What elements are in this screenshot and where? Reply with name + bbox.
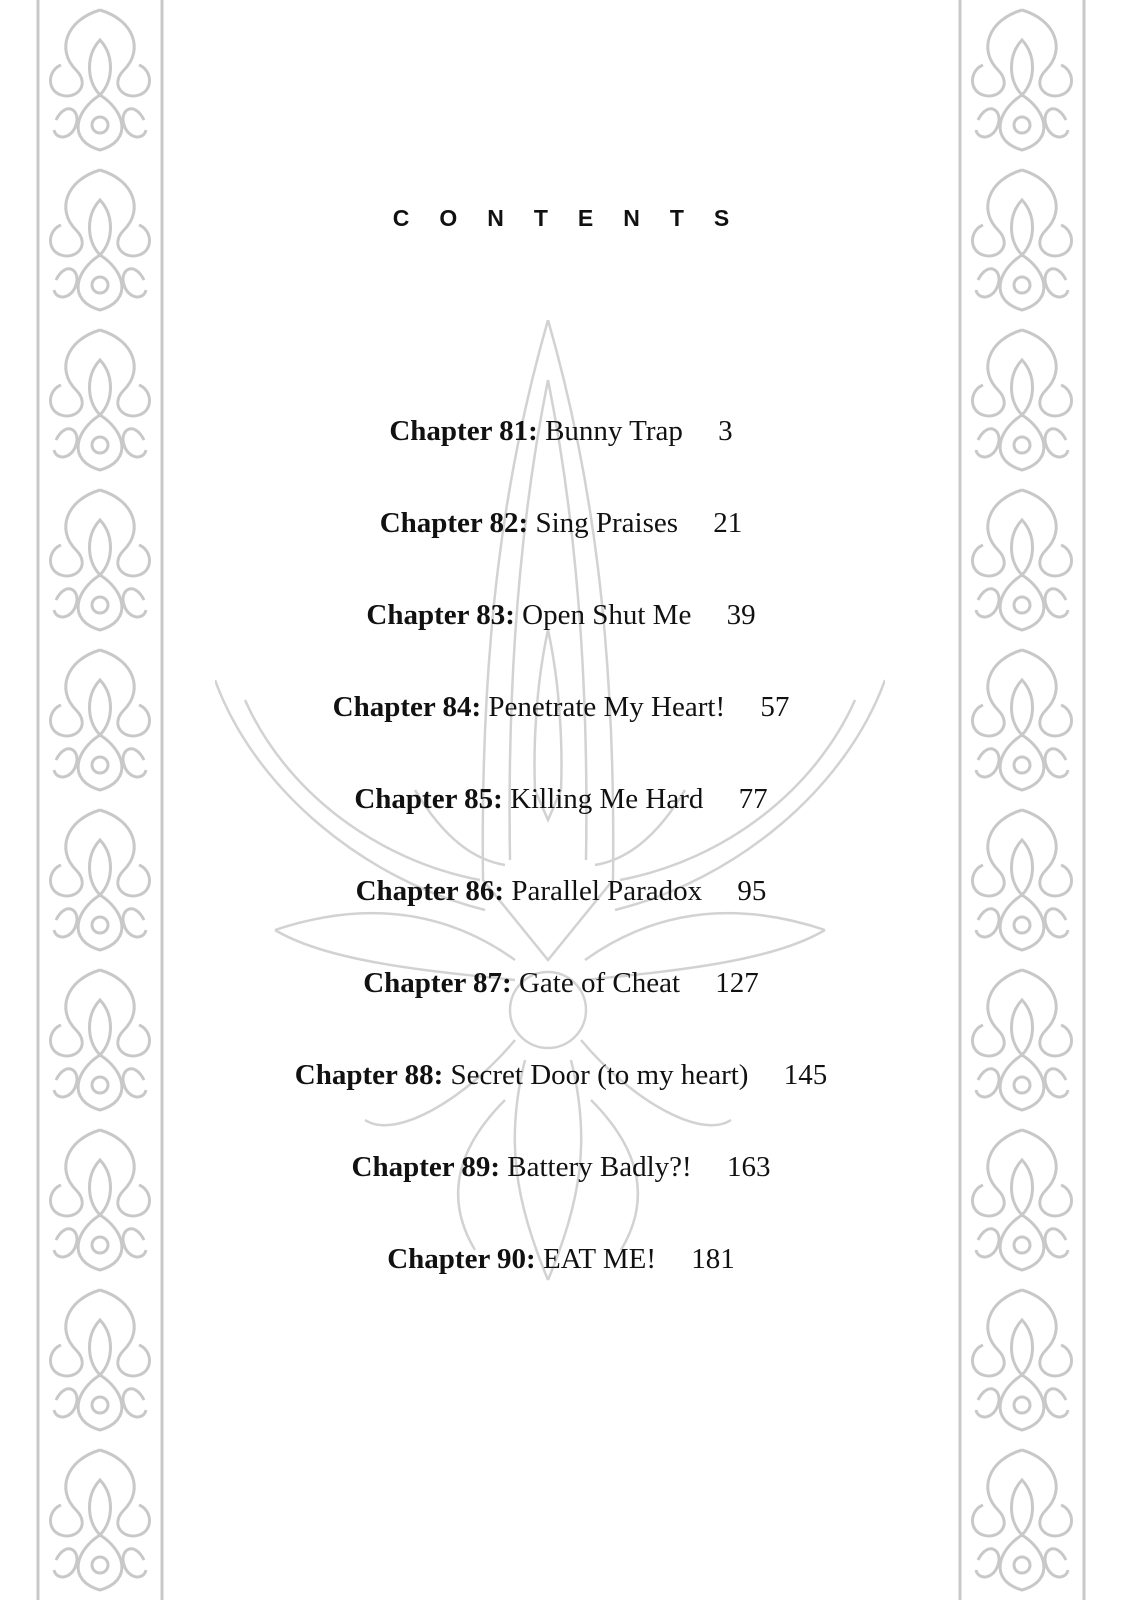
chapter-label: Chapter 82: xyxy=(379,507,529,539)
chapter-label: Chapter 90: xyxy=(387,1243,536,1275)
chapter-label: Chapter 86: xyxy=(355,875,505,907)
chapter-title: Gate of Cheat xyxy=(518,967,681,999)
chapter-label: Chapter 89: xyxy=(351,1151,501,1183)
chapter-label: Chapter 83: xyxy=(366,599,515,631)
chapter-title: Secret Door (to my heart) xyxy=(450,1059,749,1091)
page-number: 21 xyxy=(713,507,743,539)
page-number: 95 xyxy=(737,875,767,907)
toc-entry-88[interactable] xyxy=(0,1052,1122,1144)
chapter-title: Penetrate My Heart! xyxy=(488,691,726,723)
toc-entry-90[interactable] xyxy=(0,1236,1122,1328)
page-number: 181 xyxy=(691,1243,735,1275)
page-number: 163 xyxy=(726,1151,771,1183)
chapter-title: Bunny Trap xyxy=(545,415,683,447)
toc-entry-84[interactable] xyxy=(0,684,1122,776)
toc-entry-85[interactable] xyxy=(0,776,1122,868)
chapter-title: Parallel Paradox xyxy=(511,875,703,907)
toc-entry-81[interactable] xyxy=(0,408,1122,500)
toc-entry-86[interactable] xyxy=(0,868,1122,960)
chapter-label: Chapter 88: xyxy=(294,1059,444,1091)
page-number: 3 xyxy=(718,415,733,447)
page-number: 77 xyxy=(738,783,768,815)
table-of-contents xyxy=(0,408,1122,1328)
chapter-label: Chapter 87: xyxy=(363,967,512,999)
chapter-title: Killing Me Hard xyxy=(510,783,704,815)
chapter-title: Sing Praises xyxy=(535,507,679,539)
page-number: 39 xyxy=(726,599,756,631)
toc-entry-83[interactable] xyxy=(0,592,1122,684)
toc-entry-87[interactable] xyxy=(0,960,1122,1052)
page-number: 127 xyxy=(715,967,759,999)
contents-title: CONTENTS xyxy=(392,205,760,231)
chapter-title: Open Shut Me xyxy=(522,599,692,631)
chapter-label: Chapter 84: xyxy=(332,691,482,723)
page-number: 145 xyxy=(783,1059,828,1091)
chapter-label: Chapter 81: xyxy=(389,415,538,447)
chapter-title: Battery Badly?! xyxy=(507,1151,692,1183)
toc-entry-82[interactable] xyxy=(0,500,1122,592)
toc-entry-89[interactable] xyxy=(0,1144,1122,1236)
chapter-title: EAT ME! xyxy=(542,1243,657,1275)
chapter-label: Chapter 85: xyxy=(354,783,503,815)
page-number: 57 xyxy=(760,691,790,723)
